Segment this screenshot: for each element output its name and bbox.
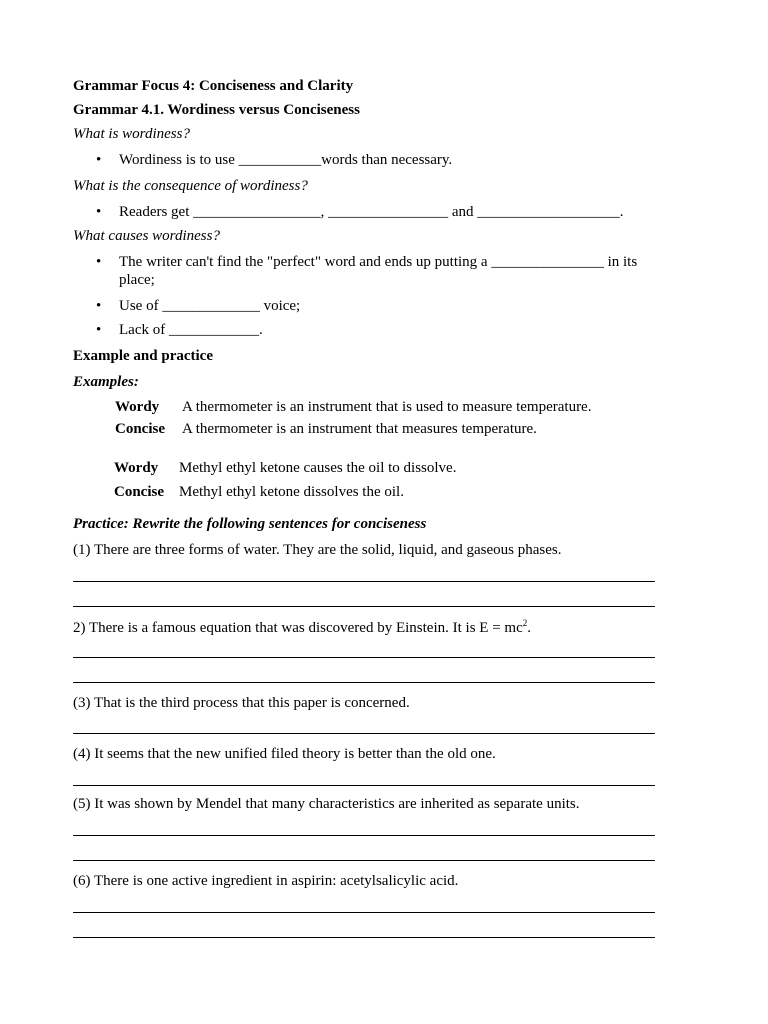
answer-line[interactable] <box>73 835 655 836</box>
bullet-item: Lack of ____________. <box>119 322 263 338</box>
bullet-item: The writer can't find the "perfect" word and ends up putting a _______________ in its place; <box>119 254 638 288</box>
answer-line[interactable] <box>73 912 655 913</box>
example-heading: Example and practice <box>73 348 213 364</box>
bullet-dot: • <box>96 254 102 270</box>
subsection-heading: Grammar 4.1. Wordiness versus Conciseness <box>73 102 360 118</box>
practice-heading: Practice: Rewrite the following sentences for conciseness <box>73 516 427 532</box>
example-text: A thermometer is an instrument that is used to measure temperature. <box>182 399 592 415</box>
sentence-end: . <box>527 620 531 636</box>
superscript: 2 <box>522 618 528 628</box>
example-text: Methyl ethyl ketone causes the oil to dissolve. <box>179 460 457 476</box>
answer-line[interactable] <box>73 937 655 938</box>
example-text: Methyl ethyl ketone dissolves the oil. <box>179 484 404 500</box>
bullet-item: Use of _____________ voice; <box>119 298 301 314</box>
practice-sentence: (4) It seems that the new unified filed theory is better than the old one. <box>73 746 496 762</box>
practice-sentence-text: 2) There is a famous equation that was discovered by Einstein. It is E = mc <box>73 620 523 636</box>
answer-line[interactable] <box>73 785 655 786</box>
bullet-dot: • <box>96 322 102 338</box>
bullet-dot: • <box>96 152 102 168</box>
answer-line[interactable] <box>73 581 655 582</box>
examples-label: Examples: <box>73 374 139 390</box>
section-heading: Grammar Focus 4: Conciseness and Clarity <box>73 78 354 94</box>
bullet-dot: • <box>96 204 102 220</box>
example-label: Concise <box>114 484 164 500</box>
bullet-item: Readers get _________________, ________________ and ___________________. <box>119 204 624 220</box>
question-consequence: What is the consequence of wordiness? <box>73 178 308 194</box>
practice-sentence: (6) There is one active ingredient in aspirin: acetylsalicylic acid. <box>73 873 459 889</box>
answer-line[interactable] <box>73 682 655 683</box>
answer-line[interactable] <box>73 860 655 861</box>
question-causes: What causes wordiness? <box>73 228 220 244</box>
practice-sentence <box>73 619 531 637</box>
practice-sentence: (5) It was shown by Mendel that many characteristics are inherited as separate units. <box>73 796 580 812</box>
question-what-is-wordiness: What is wordiness? <box>73 126 190 142</box>
example-text: A thermometer is an instrument that measures temperature. <box>182 421 537 437</box>
bullet-item: Wordiness is to use ___________words than necessary. <box>119 152 453 168</box>
answer-line[interactable] <box>73 606 655 607</box>
example-label: Wordy <box>114 460 159 476</box>
practice-sentence: (3) That is the third process that this paper is concerned. <box>73 695 410 711</box>
practice-sentence: (1) There are three forms of water. They are the solid, liquid, and gaseous phases. <box>73 542 562 558</box>
bullet-dot: • <box>96 298 102 314</box>
answer-line[interactable] <box>73 733 655 734</box>
example-label: Wordy <box>115 399 160 415</box>
example-label: Concise <box>115 421 165 437</box>
answer-line[interactable] <box>73 657 655 658</box>
